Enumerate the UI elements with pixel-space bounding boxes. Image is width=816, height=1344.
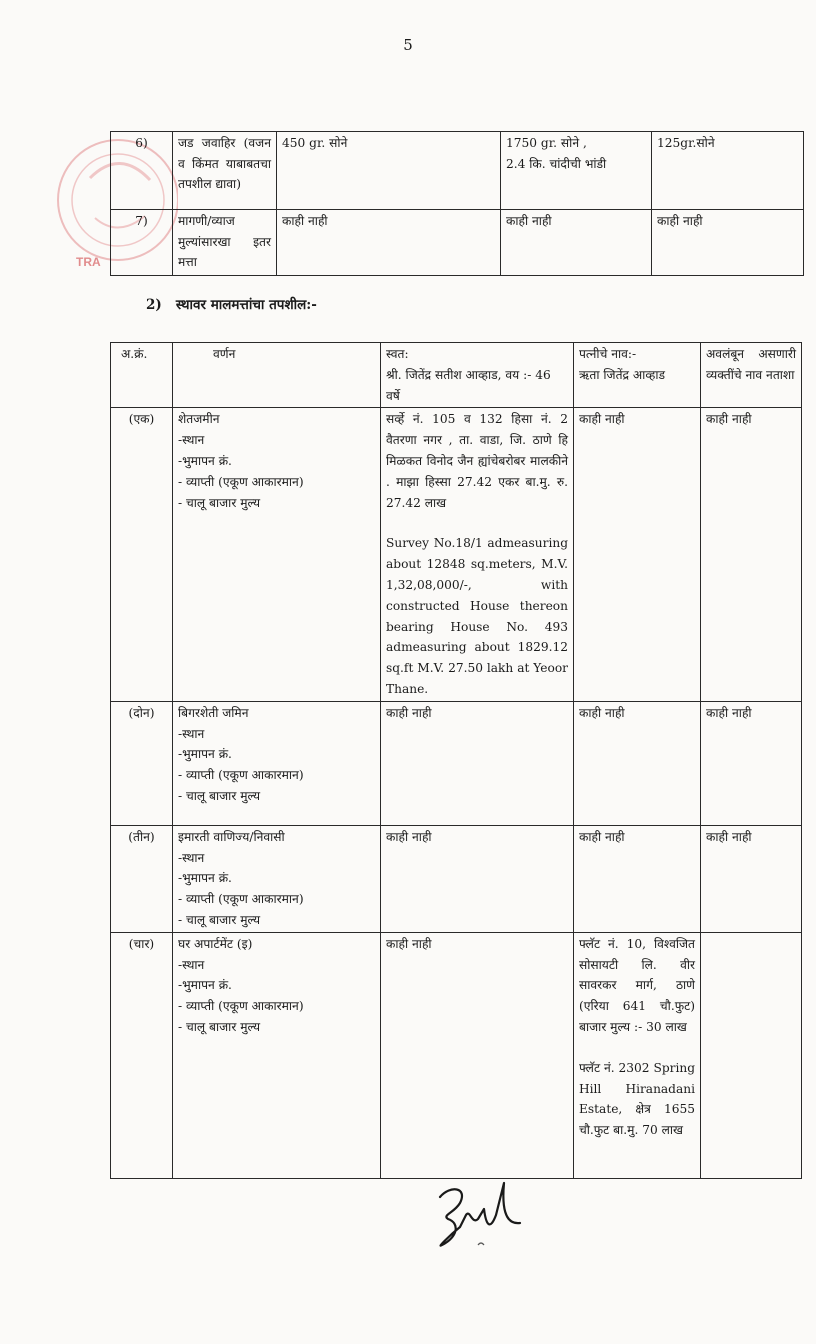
asset-description: शेतजमीन -स्थान -भुमापन क्रं. - व्याप्ती (एकूण आकारमान) - चालू बाजार मुल्य [173,408,381,701]
dependent-value: काही नाही [701,701,802,825]
table-row [111,701,802,825]
asset-description: मागणी/व्याज मुल्यांसारखा इतर मत्ता [173,210,277,276]
header-desc: वर्णन [173,343,381,408]
dependent-value [701,932,802,1178]
self-value: काही नाही [277,210,501,276]
table-row [111,210,804,276]
asset-description: इमारती वाणिज्य/निवासी -स्थान -भुमापन क्रं. - व्याप्ती (एकूण आकारमान) - चालू बाजार मुल्य [173,825,381,932]
row-number: (तीन) [111,825,173,932]
spouse-flat-2: फ्लॅट नं. 2302 Spring Hill Hiranadani Estate, क्षेत्र 1655 चौ.फुट बा.मु. 70 लाख [579,1060,695,1138]
self-value-english: Survey No.18/1 admeasuring about 12848 sq.meters, M.V. 1,32,08,000/-, with constructed House thereon bearing House No. 493 admeasuring about 1829.12 sq.ft M.V. 27.50 lakh at Yeoor Thane. [386,536,568,696]
header-spouse: पत्नीचे नाव:- ऋता जितेंद्र आव्हाड [574,343,701,408]
self-value [381,408,574,701]
spouse-value: 1750 gr. सोने , 2.4 कि. चांदीची भांडी [501,132,652,210]
self-value: काही नाही [381,932,574,1178]
row-number: (एक) [111,408,173,701]
spouse-value: काही नाही [574,408,701,701]
dependent-value: काही नाही [701,408,802,701]
spouse-value: काही नाही [501,210,652,276]
self-value: काही नाही [381,701,574,825]
self-value-marathi: सर्व्हे नं. 105 व 132 हिसा नं. 2 वैतरणा नगर , ता. वाडा, जि. ठाणे हि मिळकत विनोद जैन ह्यांचेबरोबर मालकीने . माझा हिस्सा 27.42 एकर बा.मु. रु. 27.42 लाख [386,412,568,510]
table-row [111,132,804,210]
spouse-value: काही नाही [574,701,701,825]
table-row [111,825,802,932]
section-heading: 2) स्थावर मालमत्तांचा तपशील:- [146,297,317,313]
row-number: 6) [111,132,173,210]
header-dependent: अवलंबून असणारी व्यक्तींचे नाव नताशा [701,343,802,408]
row-number: (चार) [111,932,173,1178]
dependent-value: काही नाही [701,825,802,932]
page-number: 5 [403,36,413,54]
table-row [111,932,802,1178]
signature [430,1175,530,1255]
self-value: काही नाही [381,825,574,932]
spouse-flat-1: फ्लॅट नं. 10, विश्वजित सोसायटी लि. वीर सावरकर मार्ग, ठाणे (एरिया 641 चौ.फुट) बाजार मुल्य :- 30 लाख [579,936,695,1034]
spouse-value [574,932,701,1178]
asset-description: जड जवाहिर (वजन व किंमत याबाबतचा तपशील द्यावा) [173,132,277,210]
header-no: अ.क्रं. [111,343,173,408]
asset-description: बिगरशेती जमिन -स्थान -भुमापन क्रं. - व्याप्ती (एकूण आकारमान) - चालू बाजार मुल्य [173,701,381,825]
row-number: (दोन) [111,701,173,825]
immovable-assets-table [110,342,802,1179]
spouse-value: काही नाही [574,825,701,932]
asset-description: घर अपार्टमेंट (इ) -स्थान -भुमापन क्रं. - व्याप्ती (एकूण आकारमान) - चालू बाजार मुल्य [173,932,381,1178]
dependent-value: काही नाही [652,210,804,276]
movable-assets-table [110,131,804,276]
svg-text:TRA: TRA [76,255,101,269]
header-self: स्वत: श्री. जितेंद्र सतीश आव्हाड, वय :- 46 वर्षे [381,343,574,408]
table-header-row [111,343,802,408]
row-number: 7) [111,210,173,276]
table-row [111,408,802,701]
self-value: 450 gr. सोने [277,132,501,210]
dependent-value: 125gr.सोने [652,132,804,210]
